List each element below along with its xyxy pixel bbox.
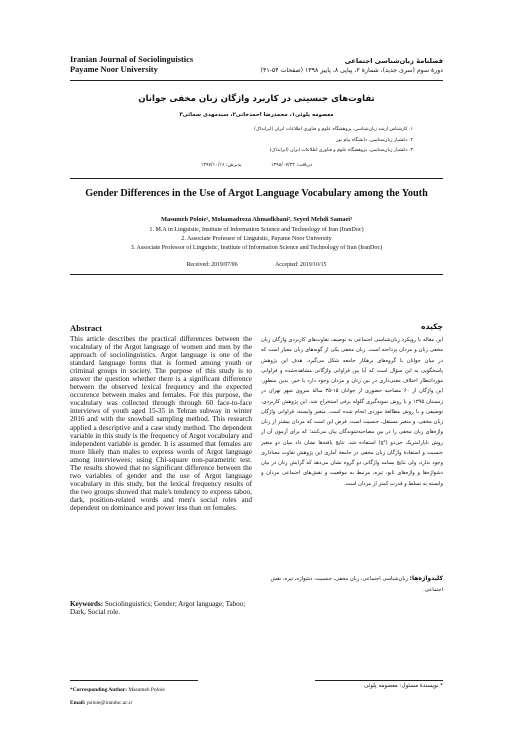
keywords-label-en: Keywords: <box>70 600 104 608</box>
email-label: Email: <box>70 700 86 706</box>
affiliation-en-1: 1. M.A in Linguistic, Institute of Information Science and Technology of Iran (IranDoc) <box>149 227 364 233</box>
keywords-label-fa: کلیدواژه‌ها: <box>409 575 443 582</box>
accepted-date-en: Accepted: 2019/10/15 <box>275 262 327 268</box>
issue-info-fa: دورۀ سوم (سری جدید)، شمارۀ ۲، پیاپی ۸، پاییز ۱۳۹۸ (صفحات ۵۴-۴۱) <box>260 67 443 74</box>
keywords-text-en: Sociolinguistics; Gender; Argot language; Taboo; Dark, Social role. <box>70 600 246 617</box>
received-date-fa: دریافت: ۱۳۹۸/۰۷/۲۳ <box>270 163 313 168</box>
paper-title-en: Gender Differences in the Use of Argot Language Vocabulary among the Youth <box>85 188 428 199</box>
header-rule <box>70 80 443 81</box>
journal-name-fa: فصلنامۀ زبان‌شناسی اجتماعی <box>344 57 443 65</box>
title-rule <box>70 178 443 179</box>
abstract-en <box>70 323 252 512</box>
abstract-body-en: This article describes the practical differences between the vocabulary of the Argot language of women and men by the approach of sociolinguistics. Argot language is one of the standard language forms that is formed among youth or criminal groups in society. The purpose of this study is to answer the question whether there is a significant difference between the observed lexical frequency and the expected occurence between males and females. For this purpose, the vocabulary was collected through through 60 face-to-face interviews of youth aged 15-35 in Tehran subway in winter 2016 and with the snowball sampling method. This research applied a descriptive and a case study method. The dependent variable in this study is the frequency of Argot vocabulary and independent variable is gender. It is assumed that females are more likely than males to express words of Argot language among interviewees; using Chi-square non-parametric test. The results showed that no significant difference between the two variables of gender and the use of Argot language vocabulary in this study, but the lexical frequency results of the two groups showed that male's tendency to express taboo, dark, position-related words and men's social roles and dependent on dominance and power less than on females. <box>70 335 252 512</box>
abstract-fa <box>261 322 443 489</box>
affiliations-en <box>70 226 443 253</box>
abstract-body-fa: این مقاله با رویکرد زبان‌شناسی اجتماعی به توصیف تفاوت‌های کاربردی واژگان زبان مخفی زنان و مردان پرداخته است. زبان مخفی یکی از گونه‌های زبان معیار است که در میان جوانان یا گروه‌های بزهکار جامعه شکل می‌گیرد. هدف این پژوهش پاسخگویی به این سؤال است که آیا بین فراوانی واژگانی مشاهده‌شده و فراوانی موردانتظار اختلاف معنی‌داری در بین زنان و مردان وجود دارد یا خیر. بدین منظور، این واژگان از ۶۰ مصاحبه حضوری از جوانان ۱۵-۳۵ سالۀ متروی شهر تهران در زمستان ۱۳۹۵ و با روش نمونه‌گیری گلوله برفی استخراج شد. این پژوهش کاربردی، توصیفی و با روش مطالعۀ موردی انجام شده است. متغیر وابسته، فراوانی واژگان زبان مخفی، و متغیر مستقل، جنسیت است. فرض این است که مردان بیشتر از زنان واژه‌های زبان مخفی را در بین مصاحبه‌شوندگان بیان می‌کنند؛ که برای آزمون آن از روش ناپارامتریک خی‌دو (χ²) استفاده شد. نتایج یافته‌ها نشان داد میان دو متغیر جنسیت و استفادۀ واژگان زبان مخفی در جامعۀ آماری این پژوهش تفاوت معناداری وجود ندارد، ولی نتایج بسامد واژگانی دو گروه نشان می‌دهد که گرایش زنان در بیان دشواژه‌ها و واژه‌های تابو، تیره، مرتبط به موقعیت و نقش‌های اجتماعی مردان و وابسته به تسلط و قدرت کمتر از مردان است. <box>261 337 443 487</box>
affiliations-fa <box>183 125 413 157</box>
footnote-rule-en <box>70 680 198 681</box>
keywords-text-fa: زبان‌شناسی اجتماعی، زبان مخفی، جنسیت، دشواژه، تیره، نقش اجتماعی. <box>270 576 443 593</box>
university-name-en: Payame Noor University <box>70 65 158 74</box>
received-date-en: Received: 2019/07/06 <box>186 262 238 268</box>
abstract-heading-en: Abstract <box>70 323 102 333</box>
dates-fa <box>120 163 393 168</box>
keywords-en <box>70 600 252 616</box>
email-address: poloie@irandoc.ac.ir <box>86 700 133 706</box>
authors-fa: معصومه پلوئی۱، محمدرضا احمدخانی۲، سیدمهدی سمائی۳ <box>179 112 334 118</box>
dates-rule <box>70 274 443 275</box>
affiliation-fa-1: ۱. کارشناس ارشد زبان‌شناسی، پژوهشگاه علوم و فناوری اطلاعات ایران (ایرانداک) <box>254 127 413 132</box>
affiliation-fa-3: ۳. دانشیار زبان‌شناسی، پژوهشگاه علوم و فناوری اطلاعات ایران (ایرانداک) <box>269 148 413 153</box>
authors-en: Masumeh Poloie¹, Mohamadreza Ahmadkhani², Seyed Mehdi Samaei³ <box>161 216 352 223</box>
journal-header-fa <box>213 56 443 76</box>
affiliation-fa-2: ۲. دانشیار زبان‌شناسی، دانشگاه پیام نور <box>336 137 413 143</box>
footnote-rule-fa <box>315 680 443 681</box>
affiliation-en-2: 2. Associate Professor of Linguistic, Payame Noor University <box>181 236 332 242</box>
journal-name-en: Iranian Journal of Sociolinguistics <box>70 55 194 64</box>
corresponding-author-fa: * نویسندۀ مسئول: معصومه پلوئی <box>364 683 443 689</box>
dates-en <box>70 262 443 268</box>
email-line <box>70 697 270 710</box>
keywords-fa <box>261 574 443 595</box>
corresponding-line <box>70 684 270 697</box>
corresponding-name: Masumeh Poloie <box>128 687 165 693</box>
paper-title-fa: تفاوت‌های جنسیتی در کاربرد واژگان زبان مخفی جوانان <box>138 94 375 104</box>
corresponding-label: *Corresponding Author: <box>70 687 127 693</box>
corresponding-author-en <box>70 684 270 710</box>
affiliation-en-3: 3. Associate Professor of Linguistic, Institute of Information Science and Technology of Iran (IranDoc) <box>130 245 383 251</box>
accepted-date-fa: پذیرش: ۱۳۹۷/۱۰/۱۶ <box>200 163 242 168</box>
abstract-heading-fa: چکیده <box>421 322 443 331</box>
